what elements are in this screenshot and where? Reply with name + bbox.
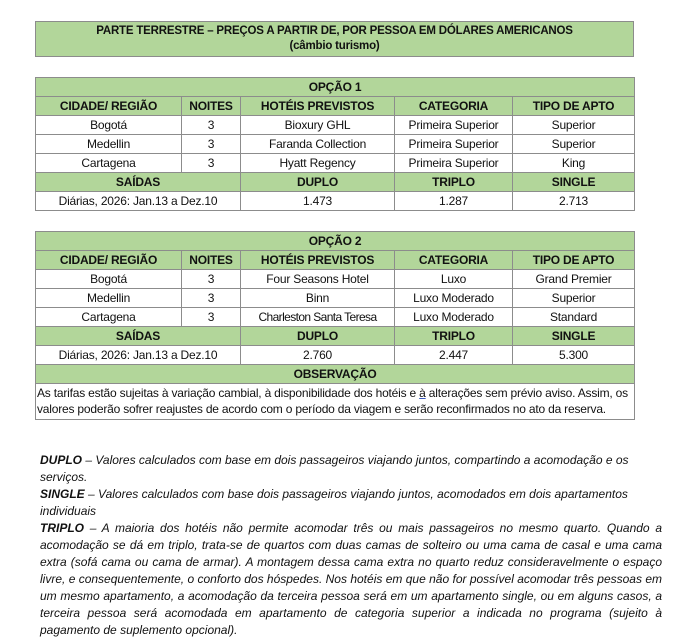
nights-cell: 3 [182,308,241,327]
column-header-room-type: TIPO DE APTO [513,251,635,270]
column-header-row [36,251,635,270]
room-type-cell: Grand Premier [513,270,635,289]
column-header-category: CATEGORIA [395,97,513,116]
price-header-triple: TRIPLO [395,327,513,346]
price-row [36,346,635,365]
category-cell: Luxo Moderado [395,308,513,327]
page-title: PARTE TERRESTRE – PREÇOS A PARTIR DE, POR PESSOA EM DÓLARES AMERICANOS [96,25,573,37]
hotel-cell: Faranda Collection [241,135,395,154]
column-header-city: CIDADE/ REGIÃO [36,97,182,116]
nights-cell: 3 [182,270,241,289]
room-type-cell: Superior [513,135,635,154]
price-header-double: DUPLO [241,173,395,192]
table-row [36,289,635,308]
city-cell: Bogotá [36,116,182,135]
triple-price-cell: 2.447 [395,346,513,365]
price-header-double: DUPLO [241,327,395,346]
city-cell: Cartagena [36,154,182,173]
price-row [36,192,635,211]
note-text: – A maioria dos hotéis não permite acomodar três ou mais passageiros no mesmo quarto. Quando a acomodação se dá em triplo, trata-se de quartos com duas camas de solteiro ou uma cama de casal e uma cama extra (sofá cama ou cama de armar). A montagem dessa cama extra no quarto reduz consideravelmente o espaço livre, e consequentemente, o conforto dos hóspedes. Nos hotéis em que não for possível acomodar três pessoas em um mesmo apartamento, a acomodação da terceira pessoa será em um apartamento single, ou em alguns casos, a terceira pessoa será acomodada em apartamento de categoria superior a indicada no programa (sujeito à pagamento de suplemento opcional). [40,521,662,637]
category-cell: Luxo Moderado [395,289,513,308]
table-row [36,308,635,327]
price-header-triple: TRIPLO [395,173,513,192]
hotel-cell: Four Seasons Hotel [241,270,395,289]
price-header-departures: SAÍDAS [36,173,241,192]
room-type-cell: Standard [513,308,635,327]
city-cell: Cartagena [36,308,182,327]
column-header-nights: NOITES [182,97,241,116]
note-text: – Valores calculados com base dois passageiros viajando juntos, acomodados em dois apartamentos individuais [40,487,628,518]
single-price-cell: 2.713 [513,192,635,211]
triple-price-cell: 1.287 [395,192,513,211]
table-row [36,154,635,173]
price-header-row [36,327,635,346]
city-cell: Medellin [36,289,182,308]
city-cell: Medellin [36,135,182,154]
column-header-city: CIDADE/ REGIÃO [36,251,182,270]
room-type-cell: King [513,154,635,173]
option-title: OPÇÃO 1 [36,78,635,97]
nights-cell: 3 [182,135,241,154]
note-term: DUPLO [40,453,82,467]
category-cell: Primeira Superior [395,135,513,154]
column-header-category: CATEGORIA [395,251,513,270]
price-header-single: SINGLE [513,173,635,192]
table-row [36,135,635,154]
price-header-row [36,173,635,192]
hotel-cell: Hyatt Regency [241,154,395,173]
single-price-cell: 5.300 [513,346,635,365]
hotel-cell: Bioxury GHL [241,116,395,135]
observation-text-part: As tarifas estão sujeitas à variação cambial, à disponibilidade dos hotéis e [37,386,420,400]
double-price-cell: 1.473 [241,192,395,211]
column-header-hotels: HOTÉIS PREVISTOS [241,251,395,270]
observation-title: OBSERVAÇÃO [36,365,635,384]
room-type-cell: Superior [513,116,635,135]
option-title: OPÇÃO 2 [36,232,635,251]
notes-section [40,452,662,639]
nights-cell: 3 [182,116,241,135]
category-cell: Luxo [395,270,513,289]
page-subtitle: (câmbio turismo) [289,40,380,52]
note-term: SINGLE [40,487,85,501]
option-1-table [35,77,635,211]
departures-cell: Diárias, 2026: Jan.13 a Dez.10 [36,346,241,365]
category-cell: Primeira Superior [395,154,513,173]
double-price-cell: 2.760 [241,346,395,365]
option-2-table [35,231,635,420]
note-single [40,486,662,520]
price-header-single: SINGLE [513,327,635,346]
column-header-room-type: TIPO DE APTO [513,97,635,116]
nights-cell: 3 [182,289,241,308]
table-row [36,270,635,289]
observation-text-part: alterações sem prévio aviso. Assim, os valores poderão sofrer reajustes de acordo com o período da viagem e serão reconfirmados no ato da reserva. [37,386,628,416]
departures-cell: Diárias, 2026: Jan.13 a Dez.10 [36,192,241,211]
observation-text [36,384,635,420]
column-header-hotels: HOTÉIS PREVISTOS [241,97,395,116]
note-double [40,452,662,486]
hotel-cell: Charleston Santa Teresa [241,308,395,327]
nights-cell: 3 [182,154,241,173]
page-title-banner [35,21,634,57]
room-type-cell: Superior [513,289,635,308]
observation-underlined-word: à [419,386,426,400]
note-term: TRIPLO [40,521,84,535]
price-header-departures: SAÍDAS [36,327,241,346]
note-triple [40,520,662,639]
city-cell: Bogotá [36,270,182,289]
hotel-cell: Binn [241,289,395,308]
category-cell: Primeira Superior [395,116,513,135]
note-text: – Valores calculados com base em dois passageiros viajando juntos, compartindo a acomodação e os serviços. [40,453,629,484]
table-row [36,116,635,135]
column-header-nights: NOITES [182,251,241,270]
column-header-row [36,97,635,116]
